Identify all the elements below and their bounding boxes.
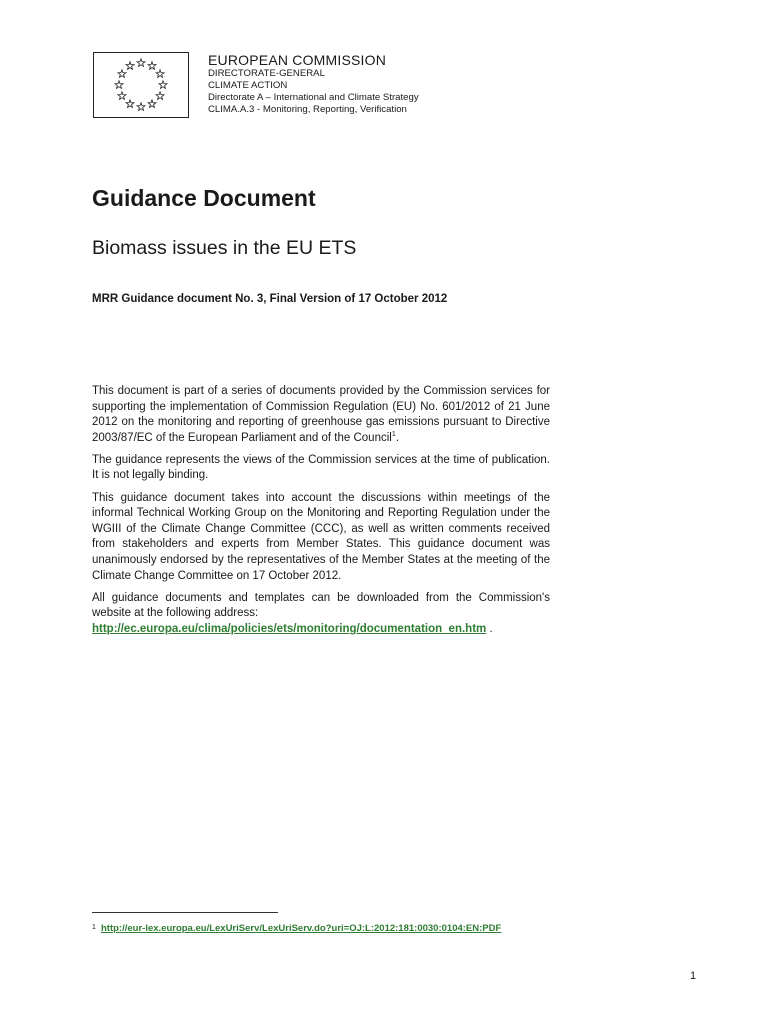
document-title: Guidance Document — [92, 185, 316, 211]
document-body — [92, 384, 550, 644]
eu-logo — [93, 52, 189, 118]
eu-star-icon — [137, 59, 145, 67]
header-line-directorate: Directorate A – International and Climate Strategy — [208, 92, 419, 103]
page-number: 1 — [690, 970, 697, 982]
eu-star-icon — [159, 81, 167, 89]
eu-star-icon — [126, 62, 134, 70]
eu-star-icon — [137, 103, 145, 111]
documentation-link[interactable]: http://ec.europa.eu/clima/policies/ets/monitoring/documentation_en.htm — [92, 622, 487, 635]
paragraph-downloads — [92, 591, 550, 638]
header-line-dg-name: CLIMATE ACTION — [208, 80, 288, 91]
paragraph-intro-text: This document is part of a series of documents provided by the Commission services for supporting the implementation of Commission Regulation (EU) No. 601/2012 of 21 June 2012 on the monitoring and reporting of greenhouse gas emissions pursuant to Directive 2003/87/EC of the European Parliament and of the Council — [92, 385, 550, 444]
header — [208, 52, 728, 116]
organization-name: EUROPEAN COMMISSION — [208, 52, 387, 68]
footnote-number: 1 — [92, 924, 96, 931]
eu-star-icon — [126, 100, 134, 108]
eu-star-icon — [118, 92, 126, 100]
document-reference: MRR Guidance document No. 3, Final Version of 17 October 2012 — [92, 293, 448, 305]
paragraph-endorsement: This guidance document takes into account the discussions within meetings of the informal Technical Working Group on the Monitoring and Reporting Regulation under the WGIII of the Climate Change Committee (CCC), as well as written comments received from stakeholders and experts from Member States. This guidance document was unanimously endorsed by the representatives of the Member States at the meeting of the Climate Change Committee on 17 October 2012. — [92, 491, 550, 582]
eu-star-icon — [148, 100, 156, 108]
paragraph-downloads-end: . — [486, 622, 493, 635]
footnote-link[interactable]: http://eur-lex.europa.eu/LexUriServ/LexUriServ.do?uri=OJ:L:2012:181:0030:0104:EN:PDF — [101, 923, 502, 934]
paragraph-downloads-text: All guidance documents and templates can be downloaded from the Commission's website at the following address: — [92, 591, 550, 620]
paragraph-disclaimer: The guidance represents the views of the Commission services at the time of publication. It is not legally binding. — [92, 453, 550, 482]
header-line-dg: DIRECTORATE-GENERAL — [208, 68, 325, 79]
paragraph-intro — [92, 384, 550, 446]
eu-star-icon — [118, 70, 126, 78]
eu-star-icon — [148, 62, 156, 70]
eu-star-icon — [115, 81, 123, 89]
eu-star-icon — [156, 70, 164, 78]
header-line-unit: CLIMA.A.3 - Monitoring, Reporting, Verification — [208, 104, 407, 115]
eu-star-icon — [156, 92, 164, 100]
eu-flag-stars-icon — [94, 53, 188, 117]
footnote — [92, 921, 652, 935]
footnote-reference[interactable]: 1 — [391, 430, 396, 438]
footnote-divider — [92, 912, 278, 913]
document-subtitle: Biomass issues in the EU ETS — [92, 237, 357, 259]
paragraph-intro-end: . — [395, 431, 399, 444]
